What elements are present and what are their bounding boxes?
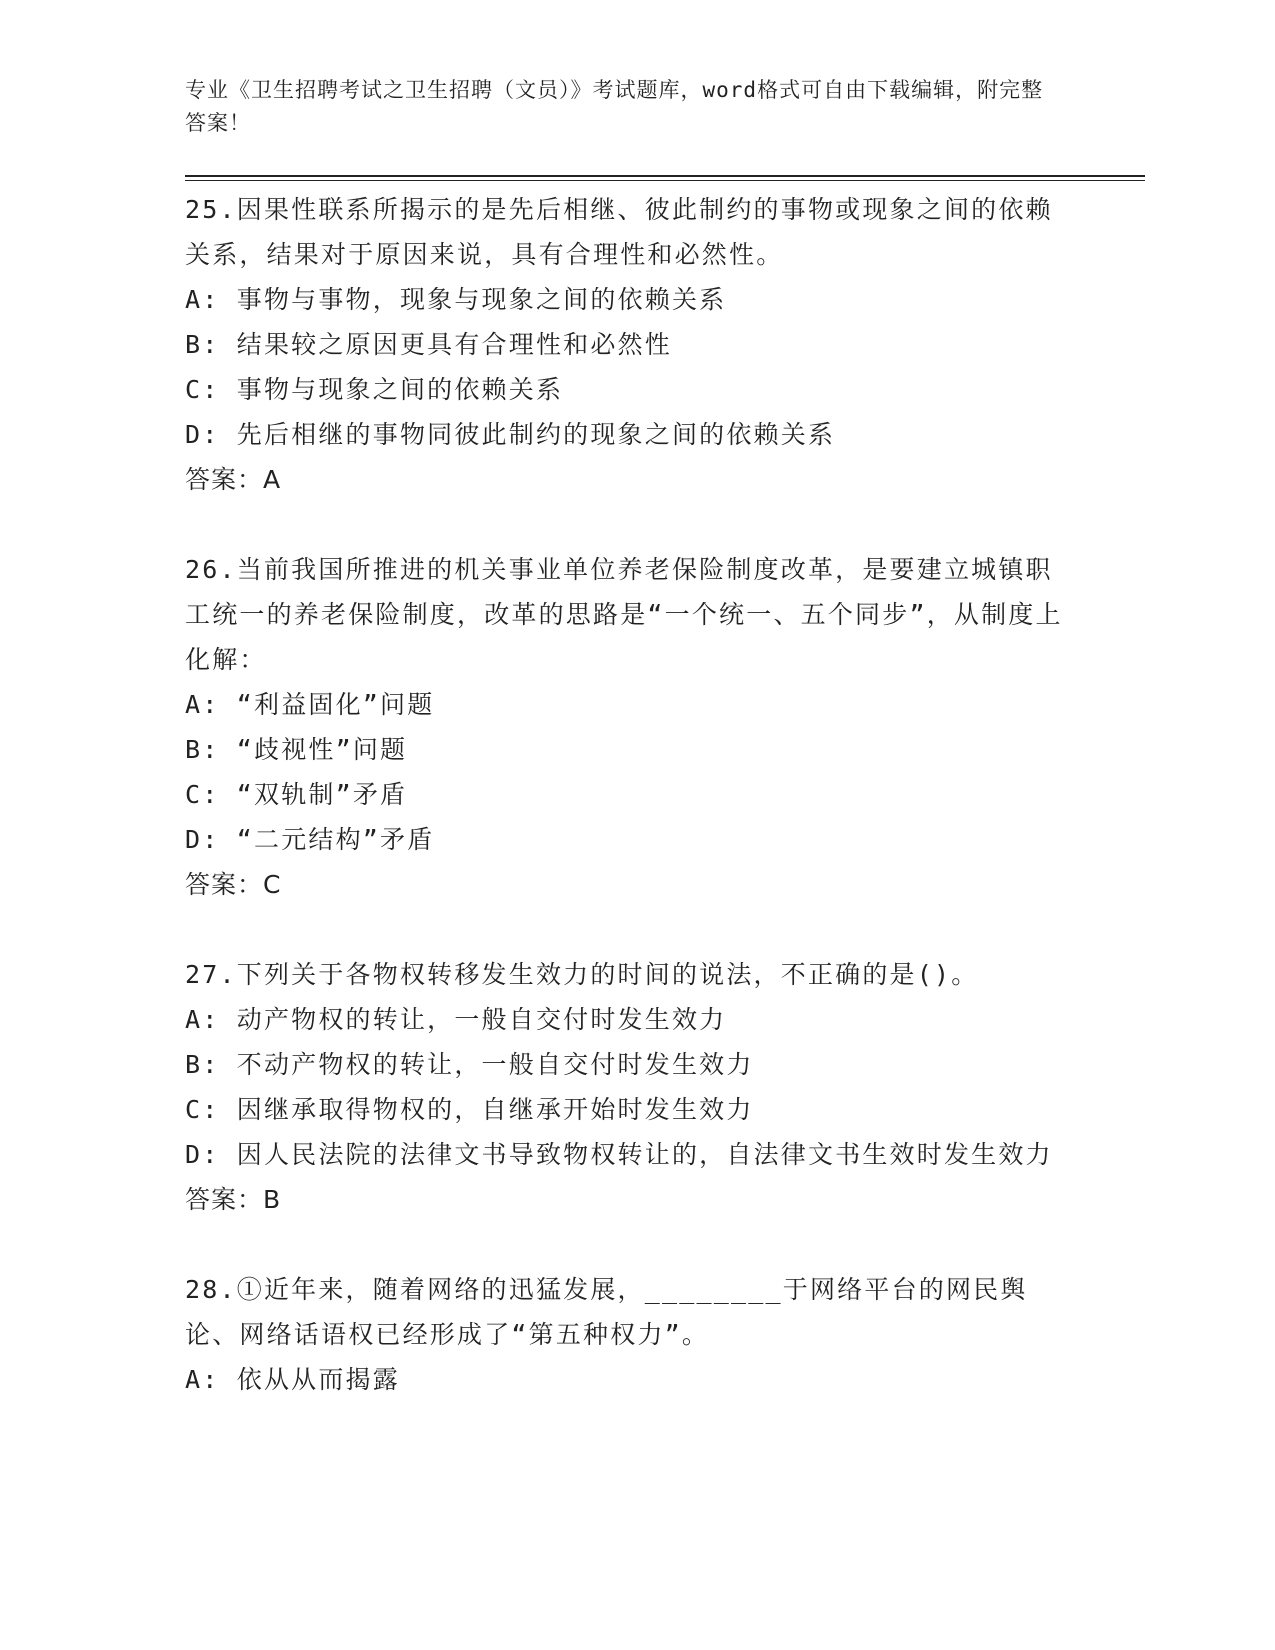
question-list: [185, 187, 1065, 1447]
option-a: A: 依从从而揭露: [185, 1365, 400, 1394]
option-c: C: “双轨制”矛盾: [185, 780, 408, 809]
question-28: [185, 1267, 1065, 1402]
question-stem: 25.因果性联系所揭示的是先后相继、彼此制约的事物或现象之间的依赖关系，结果对于原因来说，具有合理性和必然性。: [185, 195, 1053, 269]
question-stem: 28.①近年来，随着网络的迅猛发展，________于网络平台的网民舆论、网络话语权已经形成了“第五种权力”。: [185, 1275, 1028, 1349]
option-c: C: 事物与现象之间的依赖关系: [185, 375, 564, 404]
question-stem: 27.下列关于各物权转移发生效力的时间的说法，不正确的是()。: [185, 960, 979, 989]
option-a: A: 动产物权的转让，一般自交付时发生效力: [185, 1005, 727, 1034]
question-25: [185, 187, 1065, 502]
header-divider-thin: [185, 180, 1145, 181]
option-b: B: “歧视性”问题: [185, 735, 408, 764]
option-a: A: “利益固化”问题: [185, 690, 435, 719]
option-c: C: 因继承取得物权的，自继承开始时发生效力: [185, 1095, 754, 1124]
option-d: D: 先后相继的事物同彼此制约的现象之间的依赖关系: [185, 420, 836, 449]
header-divider-thick: [185, 175, 1145, 177]
option-b: B: 结果较之原因更具有合理性和必然性: [185, 330, 672, 359]
option-b: B: 不动产物权的转让，一般自交付时发生效力: [185, 1050, 754, 1079]
option-d: D: “二元结构”矛盾: [185, 825, 435, 854]
document-header: 专业《卫生招聘考试之卫生招聘（文员）》考试题库，word格式可自由下载编辑，附完整答案！: [185, 78, 1044, 135]
question-stem: 26.当前我国所推进的机关事业单位养老保险制度改革，是要建立城镇职工统一的养老保险制度，改革的思路是“一个统一、五个同步”，从制度上化解：: [185, 555, 1063, 674]
answer-text: 答案：A: [185, 465, 282, 494]
answer-text: 答案：C: [185, 870, 282, 899]
option-a: A: 事物与事物，现象与现象之间的依赖关系: [185, 285, 727, 314]
answer-text: 答案：B: [185, 1185, 282, 1214]
option-d: D: 因人民法院的法律文书导致物权转让的，自法律文书生效时发生效力: [185, 1140, 1053, 1169]
question-26: [185, 547, 1065, 907]
question-27: [185, 952, 1065, 1222]
